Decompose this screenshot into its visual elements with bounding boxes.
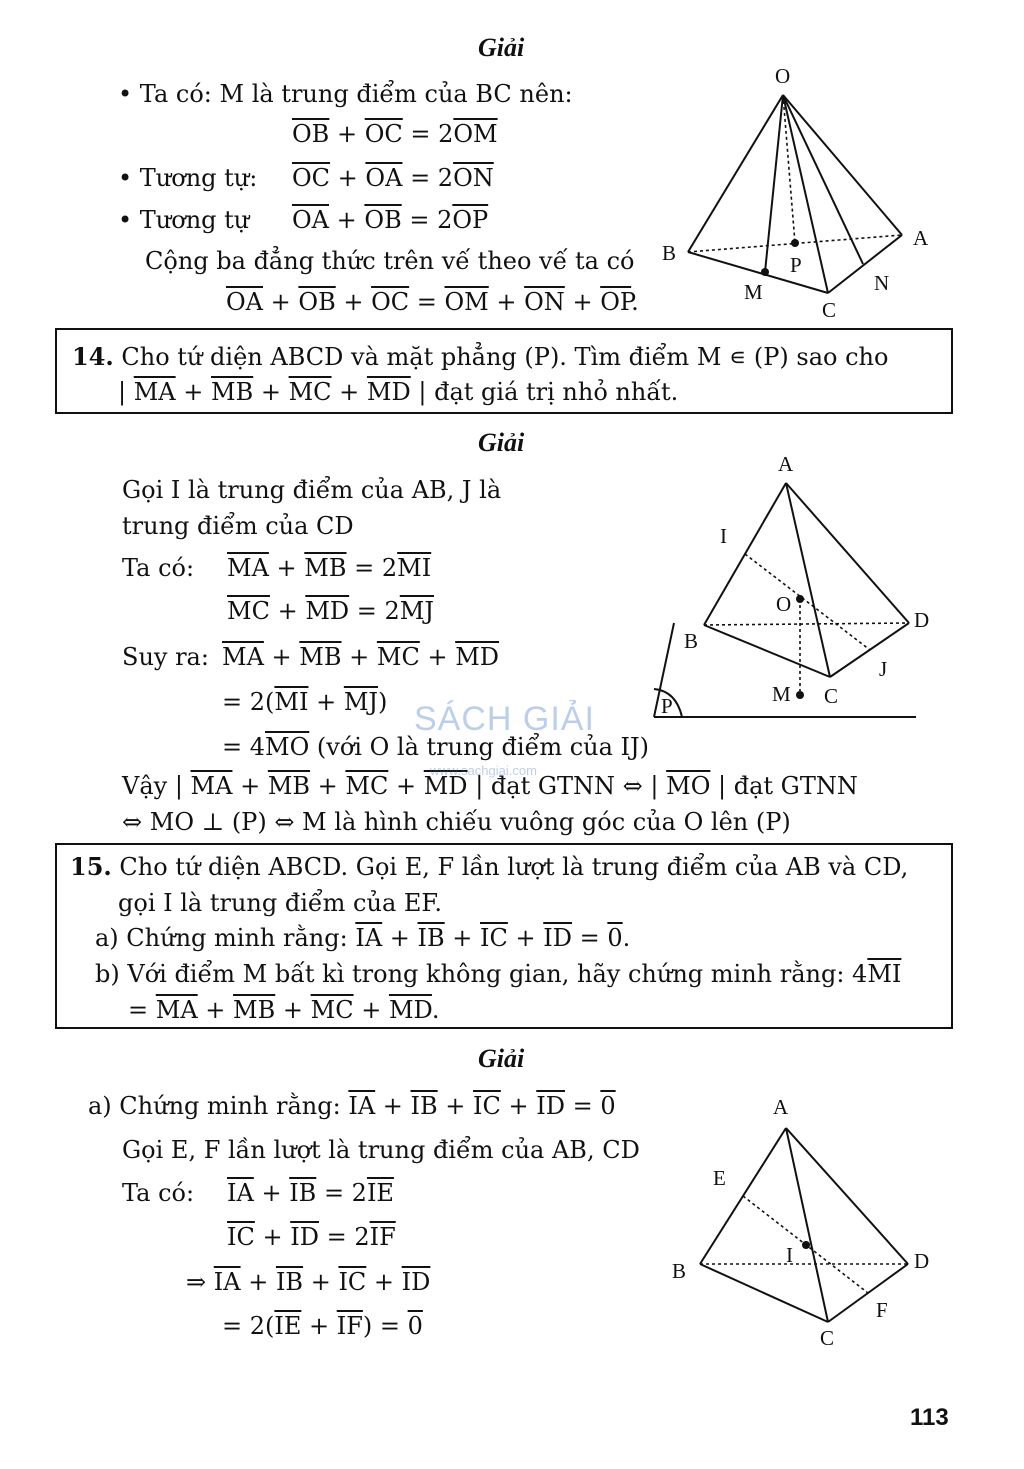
p15-eq1: $\overline{IA} + \overline{IB} = 2\overline{IE}$: [227, 1179, 394, 1207]
edge-OA: [783, 95, 902, 235]
label-M: M: [744, 280, 763, 304]
label-F: F: [876, 1298, 888, 1322]
point-M: [761, 268, 769, 276]
p15-partB: [95, 962, 901, 986]
p14-gtnn2: đạt GTNN: [733, 772, 858, 800]
vec: $\overline{MI}$: [867, 960, 902, 988]
label-C: C: [822, 298, 837, 322]
vec: $\overline{MO}$: [666, 772, 711, 800]
vec: $\overline{IE}$: [366, 1179, 394, 1207]
vec: $\overline{IA}$: [355, 924, 383, 952]
edge-BC: [700, 1264, 828, 1322]
p13-text2: Tương tự:: [139, 164, 258, 192]
vec: $\overline{ID}$: [543, 924, 572, 952]
label-P: P: [661, 694, 673, 718]
vec: $\overline{OB}$: [364, 206, 402, 234]
label-J: J: [879, 657, 888, 681]
vec: $\overline{MC}$: [227, 597, 270, 625]
label-A: A: [773, 1095, 789, 1119]
p14-tacó: Ta có:: [122, 554, 195, 582]
p13-eq3: $\overline{OA} + \overline{OB} = 2\overline{OP}$: [292, 206, 489, 234]
p15-partB-eq: = $\overline{MA} + \overline{MB} + \overline{MC} + \overline{MD}$.: [128, 996, 440, 1024]
edge-BC: [704, 625, 830, 677]
p14-eqD: = $2(\overline{MI} + \overline{MJ})$: [222, 688, 388, 716]
edge-AC: [786, 483, 830, 677]
solution-heading-13: Giải: [478, 33, 525, 62]
p13-eq2: $\overline{OC} + \overline{OA} = 2\overline{ON}$: [292, 164, 494, 192]
vec: $\overline{MD}$: [366, 378, 411, 406]
p14-eqC: $\overline{MA} + \overline{MB} + \overline{MC} + \overline{MD}$: [222, 643, 500, 671]
vec: 0: [407, 1312, 423, 1340]
vec: $\overline{MC}$: [288, 378, 332, 406]
p15-partA-label: a) Chứng minh rằng:: [95, 924, 348, 952]
vec: $\overline{OA}$: [365, 164, 403, 192]
edge-AD: [786, 483, 909, 623]
p15-partA: a) Chứng minh rằng: $\overline{IA} + \overline{IB} + \overline{IC} + \overline{ID} = 0$.: [95, 924, 631, 952]
vec: 0: [607, 924, 623, 952]
bullet: •: [118, 80, 133, 108]
point-M: [796, 691, 804, 699]
label-I: I: [720, 524, 727, 548]
label-C: C: [824, 684, 839, 708]
vec: $\overline{MD}$: [423, 772, 468, 800]
label-O: O: [775, 64, 791, 88]
p15-sol1-label: a) Chứng minh rằng:: [88, 1092, 341, 1120]
label-A: A: [913, 226, 929, 250]
label-A: A: [778, 452, 794, 476]
p15-tacó: Ta có:: [122, 1179, 195, 1207]
figure-pyramid-oabc: [650, 55, 950, 330]
p13-line1: [118, 82, 573, 106]
p13-text1: Ta có: M là trung điểm của BC nên:: [139, 80, 573, 108]
label-O: O: [776, 592, 792, 616]
vec: $\overline{OC}$: [292, 164, 331, 192]
vec: $\overline{OC}$: [364, 120, 403, 148]
vec: $\overline{IC}$: [480, 924, 508, 952]
vec: $\overline{MO}$: [265, 733, 310, 761]
vec: $\overline{OA}$: [226, 288, 264, 316]
label-M: M: [772, 682, 791, 706]
label-P: P: [790, 253, 802, 277]
label-B: B: [662, 241, 677, 265]
label-B: B: [684, 629, 699, 653]
vec: $\overline{IF}$: [336, 1312, 363, 1340]
p13-line4: Cộng ba đẳng thức trên vế theo vế ta có: [145, 247, 635, 275]
vec: $\overline{OA}$: [292, 206, 330, 234]
vec: $\overline{MD}$: [388, 996, 432, 1024]
figure-tetrahedron-efi: [660, 1090, 950, 1360]
point-P: [791, 239, 799, 247]
vec: $\overline{MA}$: [133, 378, 176, 406]
p15-statement: Cho tứ diện ABCD. Gọi E, F lần lượt là trung điểm của AB và CD,: [119, 853, 909, 881]
vec: $\overline{IA}$: [348, 1092, 376, 1120]
p13-line2: [118, 166, 257, 190]
vec: $\overline{MJ}$: [343, 688, 379, 716]
problem-number: 14.: [72, 342, 114, 371]
vec: $\overline{MA}$: [222, 643, 264, 671]
p14-eqB: $\overline{MC} + \overline{MD} = 2\overline{MJ}$: [227, 597, 434, 625]
vec: $\overline{IB}$: [410, 1092, 438, 1120]
edge-CA: [828, 235, 902, 293]
p13-eq4: $\overline{OA} + \overline{OB} + \overline{OC} = \overline{OM} + \overline{ON} + \overline{OP}$.: [226, 288, 639, 316]
vec: $\overline{MC}$: [345, 772, 389, 800]
vec: $\overline{MB}$: [267, 772, 311, 800]
vec: $\overline{OM}$: [453, 120, 498, 148]
solution-heading-14: Giải: [478, 428, 525, 457]
p14-suyra: Suy ra:: [122, 643, 209, 671]
p15-eq2: $\overline{IC} + \overline{ID} = 2\overline{IF}$: [227, 1223, 396, 1251]
vec: $\overline{IC}$: [473, 1092, 501, 1120]
p14-text2: | $\overline{MA} + \overline{MB} + \overline{MC} + \overline{MD}$ | đạt giá trị nhỏ nhất.: [118, 378, 679, 406]
label-E: E: [713, 1166, 726, 1190]
p13-text3: Tương tự: [139, 206, 250, 234]
vec: $\overline{MI}$: [397, 554, 432, 582]
p15-eq3: ⇒ $\overline{IA} + \overline{IB} + \overline{IC} + \overline{ID}$: [186, 1268, 431, 1296]
vec: $\overline{MB}$: [233, 996, 276, 1024]
vec: $\overline{MA}$: [227, 554, 269, 582]
p14-vay: Vậy: [122, 772, 168, 800]
p15-text2: gọi I là trung điểm của EF.: [118, 889, 442, 917]
vec: $\overline{MD}$: [305, 597, 350, 625]
p15-sol2: Gọi E, F lần lượt là trung điểm của AB, CD: [122, 1136, 640, 1164]
vec: $\overline{IA}$: [227, 1179, 254, 1207]
vec: $\overline{MJ}$: [399, 597, 434, 625]
vec: $\overline{ID}$: [536, 1092, 565, 1120]
label-D: D: [914, 608, 930, 632]
label-B: B: [672, 1259, 687, 1283]
vec: $\overline{MA}$: [190, 772, 233, 800]
p14-s2: trung điểm của CD: [122, 512, 354, 540]
label-D: D: [914, 1249, 930, 1273]
p15-eq4: = $2(\overline{IE} + \overline{IF}) = 0$: [222, 1312, 423, 1340]
vec: $\overline{MD}$: [455, 643, 500, 671]
vec: $\overline{ID}$: [290, 1223, 319, 1251]
vec: $\overline{OM}$: [444, 288, 489, 316]
vec: $\overline{OP}$: [600, 288, 632, 316]
vec: $\overline{OP}$: [452, 206, 489, 234]
vec: $\overline{MI}$: [274, 688, 309, 716]
p15-partB-label: b) Với điểm M bất kì trong không gian, hãy chứng minh rằng: 4: [95, 960, 868, 988]
segment-IJ: [745, 554, 870, 650]
p14-statement: Cho tứ diện ABCD và mặt phẳng (P). Tìm điểm M ∊ (P) sao cho: [121, 343, 889, 371]
label-C: C: [820, 1326, 835, 1350]
p13-line3: [118, 208, 249, 232]
vec: $\overline{IE}$: [274, 1312, 302, 1340]
bullet: •: [118, 164, 133, 192]
vec: $\overline{IC}$: [338, 1268, 367, 1296]
p15-text1: [70, 852, 909, 881]
p14-note: (với O là trung điểm của IJ): [316, 733, 650, 761]
p14-s1: Gọi I là trung điểm của AB, J là: [122, 476, 502, 504]
p14-concl1: Vậy | $\overline{MA} + \overline{MB} + \overline{MC} + \overline{MD}$ | đạt GTNN ⇔ | $\overline{MO}$ | đạt GTNN: [122, 772, 858, 800]
vec: $\overline{MC}$: [376, 643, 420, 671]
vec: $\overline{OB}$: [298, 288, 336, 316]
vec: $\overline{MB}$: [299, 643, 342, 671]
label-N: N: [874, 271, 890, 295]
vec: $\overline{IB}$: [275, 1268, 304, 1296]
vec: 0: [600, 1092, 616, 1120]
p14-gtnn: đạt GTNN ⇔: [490, 772, 643, 800]
p14-eqE: = $4\overline{MO}$ (với O là trung điểm của IJ): [222, 733, 650, 761]
vec: $\overline{IC}$: [227, 1223, 255, 1251]
p14-text1: [72, 342, 889, 371]
figure-tetrahedron-plane: [640, 445, 940, 735]
p14-statement-end: đạt giá trị nhỏ nhất.: [434, 378, 679, 406]
point-O: [796, 595, 804, 603]
vec: $\overline{IB}$: [417, 924, 445, 952]
vec: $\overline{MC}$: [310, 996, 354, 1024]
p15-sol1: a) Chứng minh rằng: $\overline{IA} + \overline{IB} + \overline{IC} + \overline{ID} = 0$: [88, 1092, 616, 1120]
vec: $\overline{IA}$: [213, 1268, 241, 1296]
vec: $\overline{MB}$: [304, 554, 347, 582]
bullet: •: [118, 206, 133, 234]
watermark-logo: SÁCH GIẢI: [414, 700, 595, 738]
p14-concl2: ⇔ MO ⊥ (P) ⇔ M là hình chiếu vuông góc của O lên (P): [122, 808, 791, 836]
vec: $\overline{OB}$: [292, 120, 330, 148]
vec: $\overline{IB}$: [289, 1179, 317, 1207]
edge-BD-hidden: [704, 623, 909, 625]
vec: $\overline{MA}$: [155, 996, 198, 1024]
vec: $\overline{OC}$: [371, 288, 410, 316]
vec: $\overline{ID}$: [401, 1268, 431, 1296]
edge-AC: [786, 1128, 828, 1322]
point-I: [802, 1241, 810, 1249]
p13-eq1: $\overline{OB} + \overline{OC} = 2\overline{OM}$: [292, 120, 498, 148]
label-I: I: [786, 1243, 793, 1267]
p14-eqA: $\overline{MA} + \overline{MB} = 2\overline{MI}$: [227, 554, 432, 582]
vec: $\overline{ON}$: [524, 288, 565, 316]
vec: $\overline{ON}$: [453, 164, 494, 192]
vec: $\overline{IF}$: [369, 1223, 396, 1251]
problem-number: 15.: [70, 852, 112, 881]
watermark-url: www.sachgiai.com: [430, 763, 537, 778]
vec: $\overline{MB}$: [211, 378, 254, 406]
page-number: 113: [910, 1404, 949, 1431]
solution-heading-15: Giải: [478, 1044, 525, 1073]
